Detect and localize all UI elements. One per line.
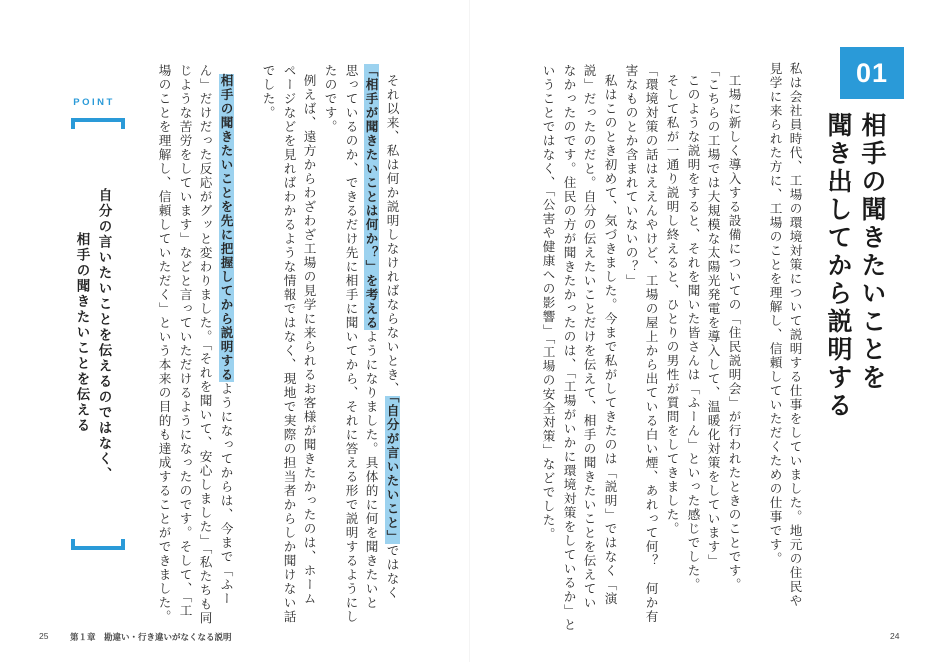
section-title-line-1: 相手の聞きたいことを — [858, 112, 887, 392]
left-page-number: 25 — [39, 631, 49, 641]
right-body-line: いうことではなく、「公害や健康への影響」「工場の安全対策」などでした。 — [540, 64, 556, 542]
section-title-line-2: 聞き出してから説明する — [824, 112, 853, 420]
text-run: それ以来、私は何か説明しなければならないとき、 — [384, 74, 400, 396]
left-body-line — [385, 74, 398, 600]
point-text-line-2: 相手の聞きたいことを伝える — [73, 232, 90, 434]
left-body-line: たのです。 — [322, 64, 338, 134]
right-body-line: そして私が一通り説明し終えると、ひとりの男性が質問をしてきました。 — [664, 74, 680, 536]
text-run: ではなく — [384, 543, 400, 600]
page-gutter — [469, 0, 470, 662]
right-body-line: 説」だったのだと。自分の伝えたいことだけを伝えて、相手の聞きたいことを伝えてい — [581, 64, 597, 610]
left-body-line: 思っているのか、できるだけ先に相手に聞いてから、それに答える形で説明するようにし — [343, 64, 359, 624]
left-body-line: ページなどを見ればわかるような情報ではなく、現地で実際の担当者からしか聞けない話 — [281, 64, 297, 624]
right-body-line: 「環境対策の話はええんやけど、工場の屋上から出ている白い煙、あれって何？ 何か有 — [643, 64, 659, 624]
right-body-line: 工場に新しく導入する設備についての「住民説明会」が行われたときのことです。 — [726, 74, 742, 592]
section-number-badge: 01 — [840, 47, 904, 99]
right-body-line: 「こちらの工場では大規模な太陽光発電を導入して、温暖化対策をしています」 — [705, 64, 721, 568]
highlighted-phrase: 「自分が言いたいこと」 — [384, 396, 400, 544]
left-body-line: ん」だけだった反応がグッと変わりました。「それを聞いて、安心しました」「私たちも同 — [197, 64, 213, 626]
right-body-line: 私はこのとき初めて、気づきました。今まで私がしてきたのは「説明」ではなく「演 — [602, 74, 618, 606]
right-body-line: なかったのです。住民の方が聞きたかったのは、「工場がいかに環境対策をしているか」と — [561, 64, 577, 632]
left-body-line — [364, 64, 377, 610]
left-body-line: 例えば、遠方からわざわざ工場の見学に来られるお客様が聞きたかったのは、ホーム — [301, 74, 317, 606]
point-bracket-top — [71, 118, 125, 129]
running-title: 第１章 勘違い・行き違いがなくなる説明 — [70, 633, 232, 643]
text-run: ようになってからは、今まで「ふー — [218, 382, 234, 606]
highlighted-phrase: 「相手が聞きたいことは何か？」 — [363, 64, 379, 274]
left-body-line: 場のことを理解し、信頼していただく」という本来の目的も達成することができました。 — [156, 64, 172, 624]
right-body-line: このような説明をすると、それを聞いた皆さんは「ふーん」といった感じでした。 — [685, 74, 701, 592]
right-body-line: 私は会社員時代、工場の環境対策について説明する仕事をしていました。地元の住民や — [787, 62, 803, 608]
right-body-line: 害なものとか含まれていないの？」 — [623, 64, 639, 288]
point-label: POINT — [73, 97, 115, 108]
left-body-line — [219, 74, 232, 606]
right-body-line: 見学に来られた方に、工場のことを理解し、信頼していただくための仕事です。 — [767, 62, 783, 566]
text-run: ようになりました。具体的に何を聞きたいと — [363, 330, 379, 610]
left-body-line: じような苦労をしています」などと言っていただけるようになったのです。そして、「工 — [177, 64, 193, 618]
left-body-line: でした。 — [260, 64, 276, 120]
right-page-number: 24 — [890, 631, 900, 641]
point-bracket-bottom — [71, 539, 125, 550]
point-text-line-1: 自分の言いたいことを伝えるのではなく、 — [95, 188, 112, 483]
highlighted-phrase: を考える — [363, 274, 379, 330]
highlighted-phrase: 相手の聞きたいことを先に把握してから説明する — [218, 74, 234, 382]
